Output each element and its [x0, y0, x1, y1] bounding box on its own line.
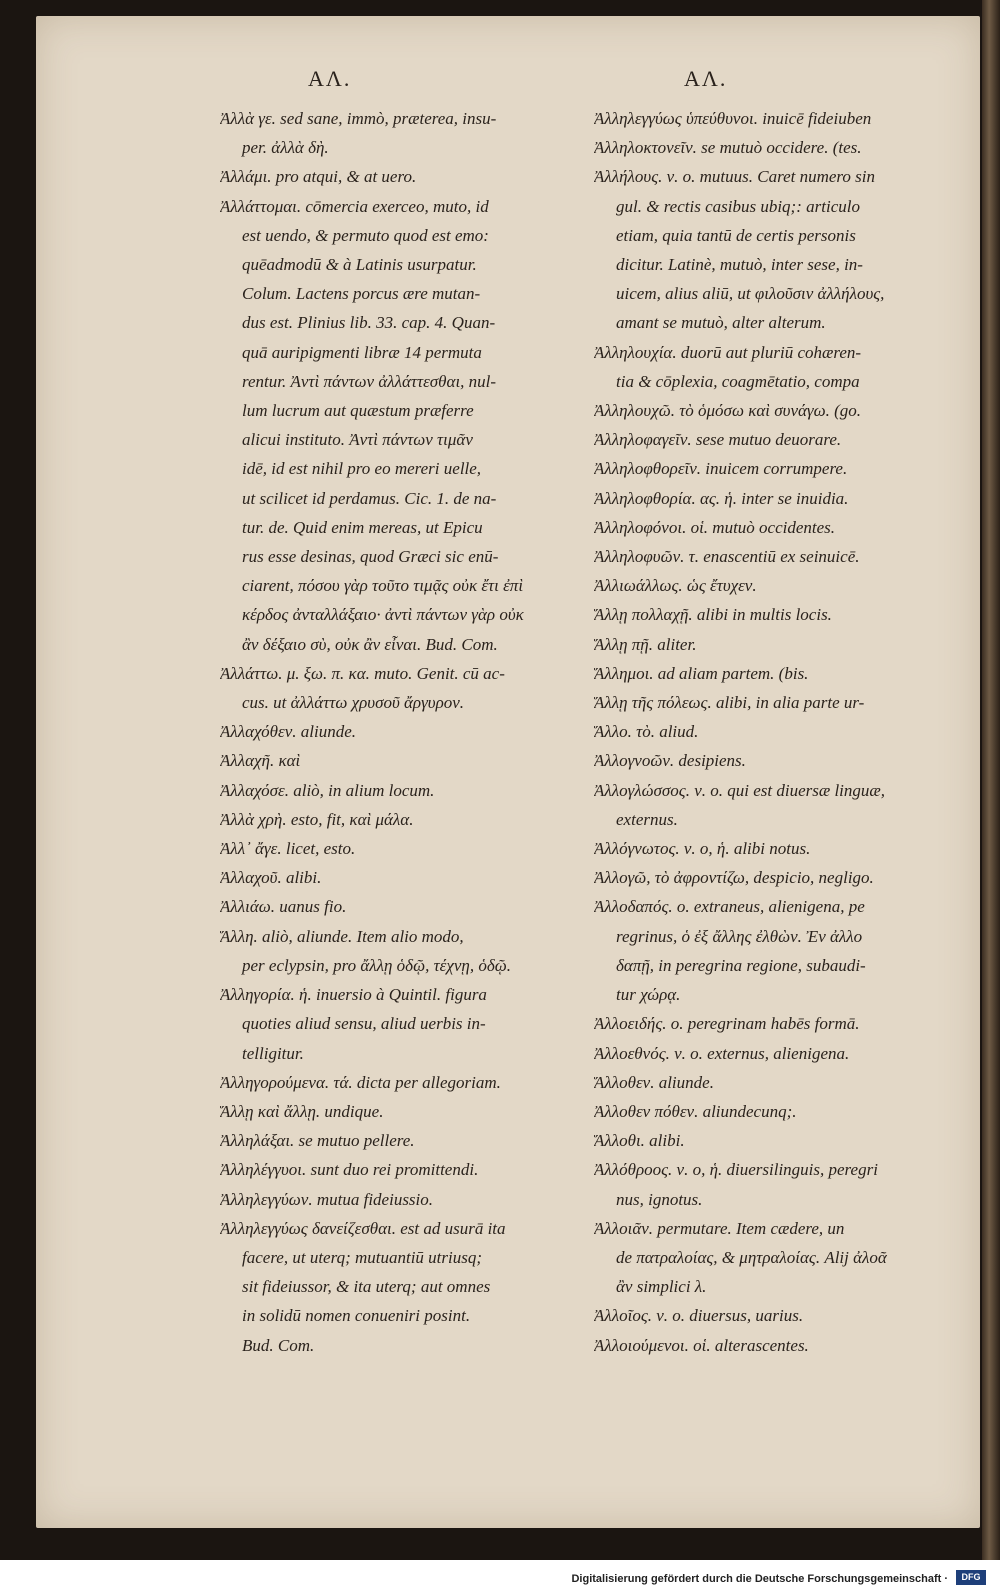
- dictionary-line: Ἀλλαχοῦ. alibi.: [220, 868, 322, 888]
- dictionary-line: Ἀλλοιᾶν. permutare. Item cædere, un: [594, 1218, 845, 1238]
- dictionary-line: Ἀλλάττω. μ. ξω. π. κα. muto. Genit. cū ac-: [220, 663, 505, 683]
- dictionary-line: Ἀλληλεγγύων. mutua fideiussio.: [220, 1189, 434, 1209]
- dictionary-line: Ἀλλαχόθεν. aliunde.: [220, 722, 356, 742]
- dictionary-line: quā auripigmenti libræ 14 permuta: [242, 342, 482, 362]
- dictionary-line: rus esse desinas, quod Græci sic enū-: [242, 547, 499, 567]
- dictionary-line: Ἄλλῃ καὶ ἄλλῃ. undique.: [220, 1101, 384, 1121]
- dictionary-line: Ἄλλο. τὸ. aliud.: [594, 722, 699, 742]
- dictionary-line: gul. & rectis casibus ubiq;: articulo: [616, 196, 860, 216]
- dictionary-line: κέρδος ἀνταλλάξαιο· ἀντὶ πάντων γὰρ οὐκ: [242, 605, 524, 625]
- dictionary-line: uicem, alius aliū, ut φιλοῦσιν ἀλλήλους,: [616, 284, 885, 304]
- dictionary-line: externus.: [616, 809, 678, 829]
- dictionary-line: Ἀλλόγνωτος. ν. ο, ἡ. alibi notus.: [594, 839, 811, 859]
- dictionary-line: Ἀλλογλώσσος. ν. ο. qui est diuersæ linguæ,: [594, 780, 885, 800]
- dictionary-line: Ἄλλῃ πολλαχῇ. alibi in multis locis.: [594, 605, 832, 625]
- dictionary-line: Ἀλλοιούμενοι. οἱ. alterascentes.: [594, 1335, 809, 1355]
- dictionary-line: facere, ut uterq; mutuantiū utriusq;: [242, 1247, 483, 1267]
- dictionary-line: Ἄλλῃ πῇ. aliter.: [594, 634, 697, 654]
- dictionary-line: Ἀλλὰ χρὴ. esto, fit, καὶ μάλα.: [220, 809, 414, 829]
- dictionary-line: Ἀλλάττομαι. cōmercia exerceo, muto, id: [220, 196, 489, 216]
- dictionary-line: tur χώρᾳ.: [616, 985, 681, 1005]
- dictionary-line: Ἄλλῃ τῆς πόλεως. alibi, in alia parte ur-: [594, 693, 865, 713]
- dictionary-line: Ἀλλαχῆ. καὶ: [220, 751, 301, 771]
- dictionary-line: Ἀλλιάω. uanus fio.: [220, 897, 347, 917]
- dictionary-line: Ἀλλοῖος. ν. ο. diuersus, uarius.: [594, 1306, 804, 1326]
- book-edge: [982, 0, 1000, 1560]
- dictionary-line: Ἀλλογῶ, τὸ ἀφροντίζω, despicio, negligo.: [594, 868, 874, 888]
- dictionary-line: Ἀλληλουχῶ. τὸ ὁμόσω καὶ συνάγω. (go.: [594, 401, 862, 421]
- dictionary-line: Ἀλληγορία. ἡ. inuersio à Quintil. figura: [220, 985, 487, 1005]
- dictionary-line: Ἀλλοεθνός. ν. ο. externus, alienigena.: [594, 1043, 850, 1063]
- dictionary-line: Colum. Lactens porcus ære mutan-: [242, 284, 481, 304]
- dictionary-line: amant se mutuò, alter alterum.: [616, 313, 826, 333]
- dictionary-line: Ἀλληλέγγυοι. sunt duo rei promittendi.: [220, 1160, 479, 1180]
- dictionary-line: regrinus, ὁ ἐξ ἄλλης ἐλθὼν. Ἐν ἀλλο: [616, 926, 863, 946]
- dictionary-line: Ἀλλόθροος. ν. ο, ἡ. diuersilinguis, peregri: [594, 1160, 878, 1180]
- running-header-left: ΑΛ.: [308, 66, 352, 91]
- dictionary-line: sit fideiussor, & ita uterq; aut omnes: [242, 1277, 491, 1297]
- dictionary-line: dicitur. Latinè, mutuò, inter sese, in-: [616, 255, 863, 275]
- dictionary-line: per. ἀλλὰ δὴ.: [242, 138, 329, 158]
- dictionary-line: Ἀλληλοφυῶν. τ. enascentiū ex seinuicē.: [594, 547, 860, 567]
- dictionary-line: telligitur.: [242, 1043, 304, 1063]
- dictionary-line: ciarent, πόσου γὰρ τοῦτο τιμᾷς οὐκ ἔτι ἐπὶ: [242, 576, 524, 596]
- running-header-right: ΑΛ.: [684, 66, 728, 91]
- dictionary-line: Ἀλληλοφθορεῖν. inuicem corrumpere.: [594, 459, 848, 479]
- dictionary-line: Ἀλλαχόσε. aliò, in alium locum.: [220, 780, 435, 800]
- dictionary-line: tia & cōplexia, coagmētatio, compa: [616, 371, 860, 391]
- dictionary-line: rentur. Ἀντὶ πάντων ἀλλάττεσθαι, nul-: [242, 371, 497, 391]
- dictionary-line: alicui instituto. Ἀντὶ πάντων τιμᾶν: [242, 430, 473, 450]
- dictionary-line: δαπῇ, in peregrina regione, subaudi-: [616, 955, 866, 975]
- dictionary-line: Ἄλλημοι. ad aliam partem. (bis.: [594, 663, 809, 683]
- dictionary-line: ut scilicet id perdamus. Cic. 1. de na-: [242, 488, 497, 508]
- dictionary-line: Ἀλλοδαπός. ο. extraneus, alienigena, pe: [594, 897, 865, 917]
- dictionary-line: tur. de. Quid enim mereas, ut Epicu: [242, 517, 483, 537]
- dictionary-line: per eclypsin, pro ἄλλῃ ὁδῷ, τέχνῃ, ὁδῷ.: [242, 955, 511, 975]
- dictionary-line: cus. ut ἀλλάττω χρυσοῦ ἄργυρον.: [242, 693, 465, 713]
- dictionary-line: Bud. Com.: [242, 1335, 315, 1355]
- dictionary-line: Ἀλληγορούμενα. τά. dicta per allegoriam.: [220, 1072, 501, 1092]
- dictionary-line: idē, id est nihil pro eo mereri uelle,: [242, 459, 482, 479]
- dictionary-line: Ἀλλήλους. ν. ο. mutuus. Caret numero sin: [594, 167, 876, 187]
- dictionary-line: Ἄλλοθι. alibi.: [594, 1131, 685, 1151]
- dictionary-line: Ἀλλάμι. pro atqui, & at uero.: [220, 167, 417, 187]
- right-column: [594, 104, 939, 1360]
- dictionary-line: Ἄλλη. aliò, aliunde. Item alio modo,: [220, 926, 464, 946]
- dictionary-line: quoties aliud sensu, aliud uerbis in-: [242, 1014, 486, 1034]
- dictionary-line: Ἀλληλοφαγεῖν. sese mutuo deuorare.: [594, 430, 842, 450]
- dictionary-line: lum lucrum aut quæstum præferre: [242, 401, 474, 421]
- dictionary-line: Ἀλληλοκτονεῖν. se mutuò occidere. (tes.: [594, 138, 862, 158]
- dfg-logo: DFG: [956, 1570, 986, 1585]
- dictionary-line: Ἀλλ᾽ ἄγε. licet, esto.: [220, 839, 356, 859]
- dictionary-line: etiam, quia tantū de certis personis: [616, 225, 856, 245]
- dictionary-line: est uendo, & permuto quod est emo:: [242, 225, 489, 245]
- dictionary-line: ἂν δέξαιο σὺ, οὐκ ἂν εἶναι. Bud. Com.: [242, 634, 498, 654]
- dictionary-line: Ἀλλιωάλλως. ὡς ἔτυχεν.: [594, 576, 757, 596]
- dictionary-line: nus, ignotus.: [616, 1189, 703, 1209]
- dictionary-line: Ἀλληλουχία. duorū aut pluriū cohæren-: [594, 342, 862, 362]
- dictionary-line: de πατραλοίας, & μητραλοίας. Alij ἀλοᾶ: [616, 1247, 887, 1267]
- funding-credit: Digitalisierung gefördert durch die Deutsche Forschungsgemeinschaft ·: [571, 1573, 948, 1585]
- dictionary-line: Ἀλλογνοῶν. desipiens.: [594, 751, 746, 771]
- dictionary-line: Ἀλληλάξαι. se mutuo pellere.: [220, 1131, 415, 1151]
- dictionary-line: quēadmodū & à Latinis usurpatur.: [242, 255, 477, 275]
- dictionary-line: Ἀλληλεγγύως δανείζεσθαι. est ad usurā ita: [220, 1218, 506, 1238]
- dictionary-line: ἂν simplici λ.: [616, 1277, 707, 1297]
- dictionary-line: Ἀλληλοφόνοι. οἱ. mutuò occidentes.: [594, 517, 836, 537]
- footer-bar: [0, 1560, 1000, 1592]
- dictionary-line: dus est. Plinius lib. 33. cap. 4. Quan-: [242, 313, 496, 333]
- dictionary-line: Ἀλληλοφθορία. ας. ἡ. inter se inuidia.: [594, 488, 849, 508]
- dictionary-line: Ἄλλοθεν. aliunde.: [594, 1072, 714, 1092]
- dictionary-line: Ἀλληλεγγύως ὑπεύθυνοι. inuicē fideiuben: [594, 109, 872, 128]
- dictionary-line: Ἀλλοθεν πόθεν. aliundecunq;.: [594, 1101, 797, 1121]
- left-column: [220, 104, 570, 1360]
- dictionary-line: Ἀλλοειδής. ο. peregrinam habēs formā.: [594, 1014, 860, 1034]
- dictionary-line: in solidū nomen conueniri posint.: [242, 1306, 471, 1326]
- dictionary-line: Ἀλλὰ γε. sed sane, immò, præterea, insu-: [220, 109, 497, 128]
